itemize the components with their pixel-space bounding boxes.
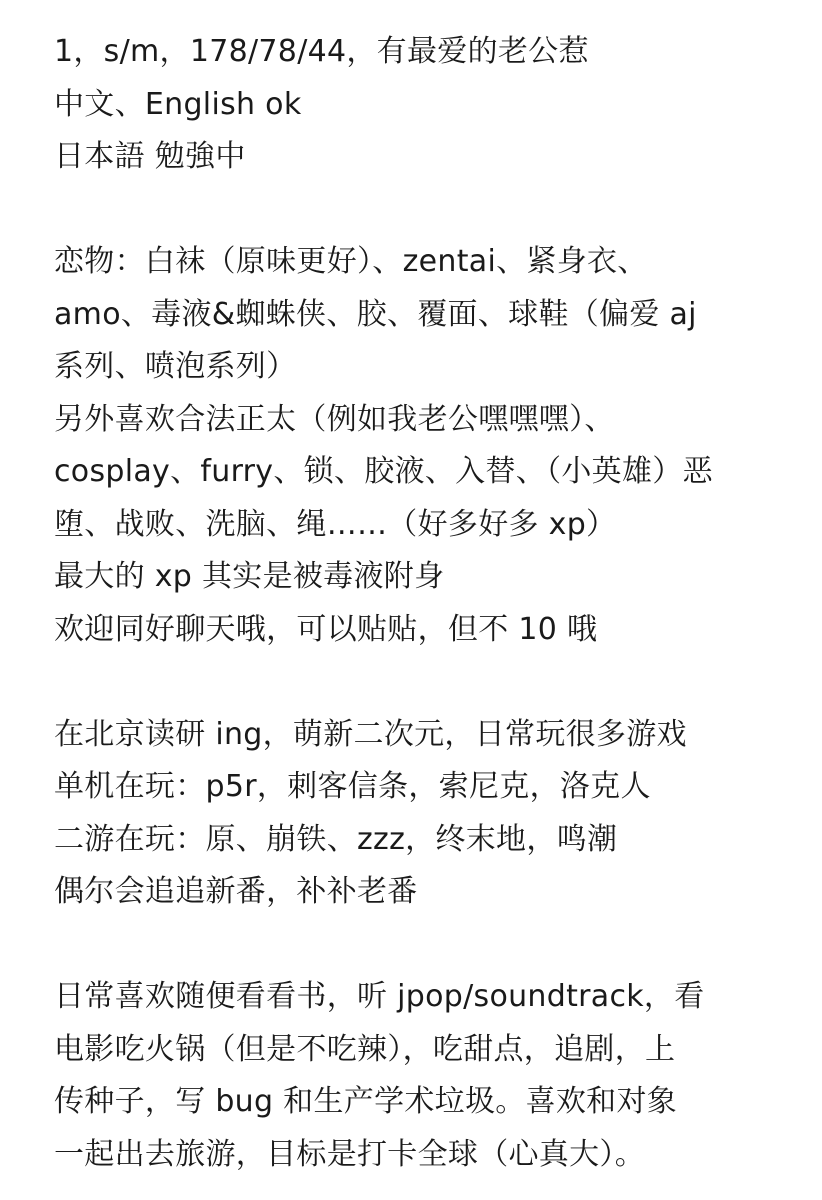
text-line: 恋物：白袜（原味更好）、zentai、紧身衣、	[54, 244, 648, 279]
text-line: 日常喜欢随便看看书，听 jpop/soundtrack，看	[54, 979, 705, 1014]
paragraph-gap	[54, 919, 802, 972]
text-line: 偶尔会追追新番，补补老番	[54, 874, 418, 909]
text-line: 堕、战败、洗脑、绳……（好多好多 xp）	[54, 506, 617, 542]
paragraph	[54, 26, 802, 184]
text-line: 一起出去旅游，目标是打卡全球（心真大）。	[54, 1136, 645, 1172]
text-line: cosplay、furry、锁、胶液、入替、（小英雄）恶	[54, 454, 713, 489]
text-line: amo、毒液&蜘蛛侠、胶、覆面、球鞋（偏爱 aj	[54, 296, 697, 332]
text-line: 单机在玩：p5r，刺客信条，索尼克，洛克人	[54, 769, 651, 804]
paragraph-gap	[54, 184, 802, 237]
text-line: 日本語 勉強中	[54, 139, 246, 174]
text-line: 传种子，写 bug 和生产学术垃圾。喜欢和对象	[54, 1084, 678, 1119]
text-line: 二游在玩：原、崩铁、zzz，终末地，鸣潮	[54, 821, 618, 857]
paragraph	[54, 236, 802, 656]
text-line: 最大的 xp 其实是被毒液附身	[54, 559, 445, 594]
paragraph-gap	[54, 656, 802, 709]
text-line: 在北京读研 ing，萌新二次元，日常玩很多游戏	[54, 716, 687, 752]
text-line: 电影吃火锅（但是不吃辣），吃甜点，追剧，上	[54, 1031, 676, 1067]
paragraph	[54, 709, 802, 919]
text-line: 欢迎同好聊天哦，可以贴贴，但不 10 哦	[54, 611, 598, 647]
paragraph	[54, 971, 802, 1181]
text-line: 中文、English ok	[54, 86, 302, 122]
text-line: 系列、喷泡系列）	[54, 349, 297, 384]
text-line: 另外喜欢合法正太（例如我老公嘿嘿嘿）、	[54, 401, 615, 437]
text-line: 1，s/m，178/78/44，有最爱的老公惹	[54, 34, 589, 69]
